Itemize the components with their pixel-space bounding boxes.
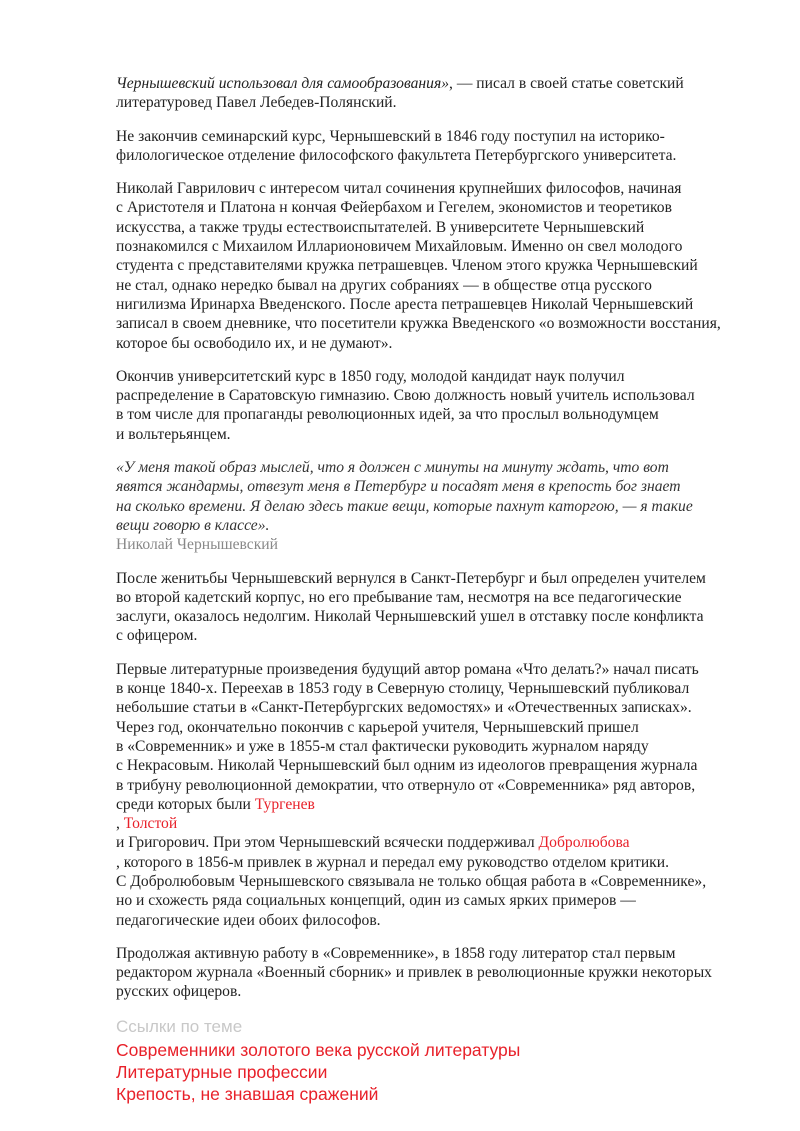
paragraph-line: в трибуну революционной демократии, что отвернуло от «Современника» ряд авторов, — [116, 776, 696, 794]
paragraph-3 — [116, 179, 788, 353]
paragraph-line: во второй кадетский корпус, но его пребывание там, несмотря на все педагогические — [116, 588, 682, 606]
paragraph-line: с Некрасовым. Николай Чернышевский был одним из идеологов превращения журнала — [116, 757, 698, 775]
paragraph-line — [116, 74, 788, 93]
paragraph-line — [116, 833, 788, 852]
paragraph-line: После женитьбы Чернышевский вернулся в Санкт-Петербург и был определен учителем — [116, 569, 706, 587]
paragraph-line: Первые литературные произведения будущий автор романа «Что делать?» начал писать — [116, 660, 699, 678]
paragraph-line: которое бы освободило их, и не думают». — [116, 334, 393, 352]
paragraph-line: но и схожесть ряда социальных концепций, один из самых ярких примеров — — [116, 892, 636, 910]
paragraph-line: Не закончив семинарский курс, Чернышевский в 1846 году поступил на историко- — [116, 127, 665, 145]
paragraph-line: в конце 1840-х. Переехав в 1853 году в Северную столицу, Чернышевский публиковал — [116, 680, 690, 698]
paragraph-line: Через год, окончательно покончив с карьерой учителя, Чернышевский пришел — [116, 718, 639, 736]
quote-line: явятся жандармы, отвезут меня в Петербург и посадят меня в крепость бог знает — [116, 478, 681, 496]
paragraph-line: с Аристотеля и Платона н кончая Фейербахом и Гегелем, экономистов и теоретиков — [116, 199, 672, 217]
paragraph-line: Окончив университетский курс в 1850 году, молодой кандидат наук получил — [116, 367, 625, 385]
paragraph-line: русских офицеров. — [116, 983, 242, 1001]
quote-line: «У меня такой образ мыслей, что я должен с минуты на минуту ждать, что вот — [116, 459, 669, 477]
paragraph-line: филологическое отделение философского факультета Петербургского университета. — [116, 146, 677, 164]
text-fragment: , — писал в своей статье советский — [449, 75, 684, 92]
quote-fragment: Чернышевский использовал для самообразования» — [116, 75, 450, 92]
related-link[interactable]: Современники золотого века русской литературы — [116, 1039, 521, 1060]
related-heading: Ссылки по теме — [116, 1016, 243, 1036]
paragraph-line: познакомился с Михаилом Илларионовичем Михайловым. Именно он свел молодого — [116, 238, 683, 256]
link-turgenev[interactable]: Тургенев — [254, 795, 315, 813]
paragraph-6 — [116, 660, 788, 930]
paragraph-7 — [116, 944, 788, 1002]
text-fragment: , — [116, 815, 124, 833]
quote-line: вещи говорю в классе». — [116, 516, 270, 534]
paragraph-line: распределение в Саратовскую гимназию. Свою должность новый учитель использовал — [116, 387, 695, 405]
paragraph-line: в «Современник» и уже в 1855-м стал фактически руководить журналом наряду — [116, 737, 649, 755]
paragraph-line: небольшие статьи в «Санкт-Петербургских ведомостях» и «Отечественных записках». — [116, 699, 692, 717]
paragraph-line: заслуги, оказалось недолгим. Николай Чернышевский ушел в отставку после конфликта — [116, 608, 704, 626]
paragraph-line: литературовед Павел Лебедев-Полянский. — [116, 94, 397, 112]
paragraph-1 — [116, 74, 788, 113]
paragraph-line: с офицером. — [116, 627, 198, 645]
paragraph-line: редактором журнала «Военный сборник» и привлек в революционные кружки некоторых — [116, 964, 712, 982]
paragraph-line: в том числе для пропаганды революционных идей, за что прослыл вольнодумцем — [116, 406, 659, 424]
link-dobrolyubov[interactable]: Добролюбова — [538, 834, 630, 852]
article-body — [116, 74, 788, 1105]
paragraph-line: Продолжая активную работу в «Современнике», в 1858 году литератор стал первым — [116, 944, 676, 962]
text-fragment: и Григорович. При этом Чернышевский всячески поддерживал — [116, 834, 539, 852]
quote-author: Николай Чернышевский — [116, 536, 278, 554]
link-tolstoy[interactable]: Толстой — [123, 815, 178, 833]
paragraph-line: искусства, а также труды естествоиспытателей. В университете Чернышевский — [116, 218, 645, 236]
paragraph-line: студента с представителями кружка петрашевцев. Членом этого кружка Чернышевский — [116, 257, 698, 275]
paragraph-2 — [116, 127, 788, 166]
paragraph-line: записал в своем дневнике, что посетители кружка Введенского «о возможности восстания, — [116, 315, 721, 333]
paragraph-line — [116, 814, 788, 833]
quote-block — [116, 458, 788, 535]
paragraph-line — [116, 795, 788, 814]
related-link[interactable]: Крепость, не знавшая сражений — [116, 1083, 379, 1104]
paragraph-line: не стал, однако нередко бывал на других собраниях — в обществе отца русского — [116, 276, 652, 294]
paragraph-line: , которого в 1856-м привлек в журнал и передал ему руководство отделом критики. — [116, 853, 669, 871]
paragraph-line: Николай Гаврилович с интересом читал сочинения крупнейших философов, начиная — [116, 180, 682, 198]
paragraph-line: педагогические идеи обоих философов. — [116, 911, 381, 929]
paragraph-4 — [116, 367, 788, 444]
text-fragment: среди которых были — [116, 795, 255, 813]
quote-line: на сколько времени. Я делаю здесь такие вещи, которые пахнут каторгою, — я такие — [116, 497, 693, 515]
paragraph-line: С Добролюбовым Чернышевского связывала не только общая работа в «Современнике», — [116, 872, 707, 890]
related-link[interactable]: Литературные профессии — [116, 1061, 328, 1082]
related-links — [116, 1016, 788, 1105]
paragraph-line: и вольтерьянцем. — [116, 425, 231, 443]
paragraph-line: нигилизма Иринарха Введенского. После ареста петрашевцев Николай Чернышевский — [116, 295, 694, 313]
paragraph-5 — [116, 569, 788, 646]
